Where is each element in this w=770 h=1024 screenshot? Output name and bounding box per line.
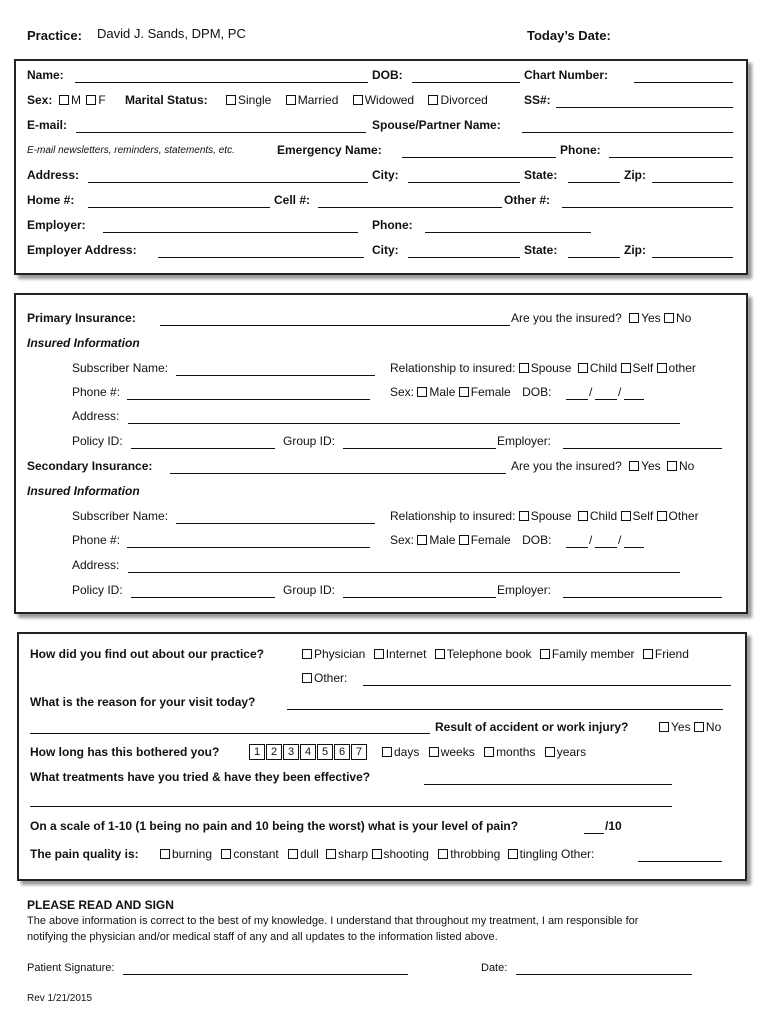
other-phone-label: Other #:	[504, 193, 551, 207]
practice-value: David J. Sands, DPM, PC	[97, 26, 246, 41]
primary-employer-field[interactable]	[563, 448, 722, 449]
primary-dob-year-field[interactable]	[624, 399, 644, 400]
secondary-rel-spouse-label: Spouse	[530, 509, 572, 523]
secondary-rel-other-label: Other	[668, 509, 699, 523]
primary-insured-no-label: No	[676, 311, 692, 325]
statement-line-2: notifying the physician and/or medical staff of any and all updates to the information listed above.	[27, 931, 498, 943]
find-telephone-book-label: Telephone book	[446, 647, 532, 661]
quality-constant-label: constant	[233, 847, 279, 861]
dob-label: DOB:	[372, 68, 403, 82]
find-other-checkbox[interactable]	[302, 673, 312, 683]
primary-dob-separator-1: /	[589, 385, 593, 399]
primary-subscriber-field[interactable]	[176, 375, 375, 376]
secondary-insured-no-checkbox[interactable]	[667, 461, 677, 471]
employer-label: Employer:	[27, 218, 86, 232]
find-internet-label: Internet	[385, 647, 427, 661]
quality-throbbing-checkbox[interactable]	[438, 849, 448, 859]
secondary-phone-field[interactable]	[127, 547, 370, 548]
marital-married-checkbox[interactable]	[286, 95, 296, 105]
employer-phone-field[interactable]	[425, 232, 591, 233]
dob-field[interactable]	[412, 82, 520, 83]
duration-months-label: months	[496, 745, 536, 759]
duration-years-checkbox[interactable]	[545, 747, 555, 757]
primary-sex-dob	[390, 385, 551, 399]
accident-no-checkbox[interactable]	[694, 722, 704, 732]
find-family-member-checkbox[interactable]	[540, 649, 550, 659]
signature-date-label: Date:	[481, 962, 508, 974]
marital-single-label: Single	[238, 93, 272, 107]
quality-throbbing-label: throbbing	[450, 847, 501, 861]
city-label: City:	[372, 168, 399, 182]
find-friend-label: Friend	[654, 647, 689, 661]
email-label: E-mail:	[27, 118, 68, 132]
sex-label: Sex:	[27, 93, 53, 107]
primary-dob-separator-2: /	[618, 385, 622, 399]
treatments-field[interactable]	[424, 784, 672, 785]
secondary-insurance-label: Secondary Insurance:	[27, 459, 153, 473]
secondary-sex-male-checkbox[interactable]	[417, 535, 427, 545]
quality-burning-label: burning	[172, 847, 213, 861]
treatments-field-line-2[interactable]	[30, 806, 672, 807]
sex-f-label: F	[98, 93, 106, 107]
secondary-insurance-field[interactable]	[170, 473, 506, 474]
secondary-dob-month-field[interactable]	[566, 547, 588, 548]
signature-date-field[interactable]	[516, 974, 692, 975]
secondary-rel-other-checkbox[interactable]	[657, 511, 667, 521]
find-telephone-book-checkbox[interactable]	[435, 649, 445, 659]
primary-policy-label: Policy ID:	[72, 434, 123, 448]
primary-group-label: Group ID:	[283, 434, 336, 448]
reason-label: What is the reason for your visit today?	[30, 695, 256, 709]
emergency-phone-label: Phone:	[560, 143, 601, 157]
secondary-rel-child-checkbox[interactable]	[578, 511, 588, 521]
primary-insured-info-heading: Insured Information	[27, 336, 140, 350]
secondary-insured-info-heading: Insured Information	[27, 484, 140, 498]
chart-number-label: Chart Number:	[524, 68, 609, 82]
find-physician-label: Physician	[314, 647, 366, 661]
quality-other-field[interactable]	[638, 861, 722, 862]
primary-phone-label: Phone #:	[72, 385, 121, 399]
email-note: E-mail newsletters, reminders, statements, etc.	[27, 145, 235, 156]
accident-label: Result of accident or work injury?	[435, 720, 629, 734]
sex-f-checkbox[interactable]	[86, 95, 96, 105]
find-practice-label: How did you find out about our practice?	[30, 647, 264, 661]
primary-phone-field[interactable]	[127, 399, 370, 400]
primary-subscriber-label: Subscriber Name:	[72, 361, 169, 375]
quality-tingling-label: tingling	[519, 847, 558, 861]
primary-policy-field[interactable]	[131, 448, 275, 449]
practice-label: Practice:	[27, 28, 82, 43]
secondary-insured-yes-checkbox[interactable]	[629, 461, 639, 471]
secondary-rel-self-label: Self	[632, 509, 654, 523]
primary-dob-day-field[interactable]	[595, 399, 617, 400]
cell-phone-field[interactable]	[318, 207, 502, 208]
accident-no-label: No	[705, 720, 722, 734]
secondary-sex-male-label: Male	[429, 533, 456, 547]
secondary-policy-label: Policy ID:	[72, 583, 123, 597]
sex-m-label: M	[71, 93, 81, 107]
primary-employer-label: Employer:	[497, 434, 552, 448]
primary-group-field[interactable]	[343, 448, 496, 449]
secondary-dob-separator-1: /	[589, 533, 593, 547]
address-field[interactable]	[88, 182, 368, 183]
secondary-employer-field[interactable]	[563, 597, 722, 598]
find-other-field[interactable]	[363, 685, 731, 686]
marital-divorced-label: Divorced	[440, 93, 488, 107]
how-long-6[interactable]: 6	[334, 744, 350, 760]
find-practice-options	[302, 647, 689, 661]
primary-sex-female-label: Female	[470, 385, 511, 399]
employer-address-label: Employer Address:	[27, 243, 137, 257]
employer-phone-label: Phone:	[372, 218, 413, 232]
emergency-phone-field[interactable]	[609, 157, 733, 158]
secondary-sex-female-checkbox[interactable]	[459, 535, 469, 545]
primary-dob-label: DOB:	[522, 385, 552, 399]
how-long-3[interactable]: 3	[283, 744, 299, 760]
marital-divorced-checkbox[interactable]	[428, 95, 438, 105]
other-phone-field[interactable]	[562, 207, 733, 208]
primary-rel-self-label: Self	[632, 361, 654, 375]
primary-rel-other-checkbox[interactable]	[657, 363, 667, 373]
primary-rel-spouse-label: Spouse	[530, 361, 572, 375]
employer-city-label: City:	[372, 243, 399, 257]
pain-scale-field[interactable]	[584, 833, 604, 834]
marital-status-label: Marital Status:	[125, 93, 208, 107]
primary-rel-child-checkbox[interactable]	[578, 363, 588, 373]
secondary-rel-child-label: Child	[589, 509, 618, 523]
secondary-subscriber-label: Subscriber Name:	[72, 509, 169, 523]
secondary-phone-label: Phone #:	[72, 533, 121, 547]
zip-field[interactable]	[652, 182, 733, 183]
reason-field-line-2[interactable]	[30, 733, 430, 734]
quality-dull-checkbox[interactable]	[288, 849, 298, 859]
how-long-2[interactable]: 2	[266, 744, 282, 760]
marital-widowed-label: Widowed	[364, 93, 415, 107]
employer-state-label: State:	[524, 243, 558, 257]
primary-sex-male-label: Male	[429, 385, 456, 399]
secondary-employer-label: Employer:	[497, 583, 552, 597]
find-physician-checkbox[interactable]	[302, 649, 312, 659]
spouse-label: Spouse/Partner Name:	[372, 118, 501, 132]
secondary-relationship	[390, 509, 699, 523]
secondary-address-label: Address:	[72, 558, 120, 572]
how-long-label: How long has this bothered you?	[30, 745, 220, 759]
employer-zip-field[interactable]	[652, 257, 733, 258]
primary-sex-female-checkbox[interactable]	[459, 387, 469, 397]
find-internet-checkbox[interactable]	[374, 649, 384, 659]
revision-label: Rev 1/21/2015	[27, 993, 93, 1004]
secondary-relationship-label: Relationship to insured:	[390, 509, 516, 523]
find-other-option	[302, 671, 347, 685]
patient-signature-label: Patient Signature:	[27, 962, 115, 974]
sex-m-checkbox[interactable]	[59, 95, 69, 105]
patient-signature-field[interactable]	[123, 974, 408, 975]
primary-are-you-insured-label: Are you the insured?	[511, 311, 622, 325]
sex-options	[59, 93, 106, 107]
quality-shooting-label: shooting	[383, 847, 429, 861]
marital-options	[226, 93, 488, 107]
sign-heading: PLEASE READ AND SIGN	[27, 898, 174, 912]
how-long-5[interactable]: 5	[317, 744, 333, 760]
statement-line-1: The above information is correct to the best of my knowledge. I understand that throughout my treatment, I am responsible for	[27, 915, 639, 927]
quality-tingling-checkbox[interactable]	[508, 849, 518, 859]
secondary-address-field[interactable]	[128, 572, 680, 573]
duration-options	[382, 745, 586, 759]
employer-city-field[interactable]	[408, 257, 520, 258]
quality-sharp-label: sharp	[338, 847, 369, 861]
primary-address-label: Address:	[72, 409, 120, 423]
emergency-name-field[interactable]	[402, 157, 556, 158]
state-field[interactable]	[568, 182, 620, 183]
secondary-group-field[interactable]	[343, 597, 496, 598]
spouse-field[interactable]	[522, 132, 733, 133]
quality-dull-label: dull	[300, 847, 319, 861]
pain-quality-options	[160, 847, 594, 861]
pain-quality-label: The pain quality is:	[30, 847, 139, 861]
how-long-1[interactable]: 1	[249, 744, 265, 760]
primary-relationship-label: Relationship to insured:	[390, 361, 516, 375]
quality-sharp-checkbox[interactable]	[326, 849, 336, 859]
employer-field[interactable]	[103, 232, 358, 233]
duration-years-label: years	[556, 745, 587, 759]
email-field[interactable]	[76, 132, 366, 133]
pain-scale-label: On a scale of 1-10 (1 being no pain and 10 being the worst) what is your level of pain?	[30, 819, 519, 833]
secondary-dob-label: DOB:	[522, 533, 552, 547]
ss-label: SS#:	[524, 93, 551, 107]
primary-insured-yes-checkbox[interactable]	[629, 313, 639, 323]
address-label: Address:	[27, 168, 80, 182]
home-phone-field[interactable]	[88, 207, 270, 208]
secondary-insured-yes-label: Yes	[641, 459, 661, 473]
find-other-label: Other:	[314, 671, 348, 685]
name-label: Name:	[27, 68, 64, 82]
secondary-sex-dob	[390, 533, 551, 547]
primary-rel-other-label: other	[668, 361, 696, 375]
quality-burning-checkbox[interactable]	[160, 849, 170, 859]
employer-zip-label: Zip:	[624, 243, 646, 257]
secondary-dob-day-field[interactable]	[595, 547, 617, 548]
duration-weeks-label: weeks	[440, 745, 475, 759]
primary-address-field[interactable]	[128, 423, 680, 424]
secondary-insured-no-label: No	[679, 459, 695, 473]
primary-insured-yes-label: Yes	[641, 311, 661, 325]
how-long-number-boxes	[249, 743, 368, 761]
primary-rel-child-label: Child	[589, 361, 618, 375]
treatments-label: What treatments have you tried & have they been effective?	[30, 770, 371, 784]
find-friend-checkbox[interactable]	[643, 649, 653, 659]
primary-insured-no-checkbox[interactable]	[664, 313, 674, 323]
marital-single-checkbox[interactable]	[226, 95, 236, 105]
employer-state-field[interactable]	[568, 257, 620, 258]
quality-other-label: Other:	[560, 847, 595, 861]
duration-days-label: days	[394, 745, 420, 759]
accident-yes-checkbox[interactable]	[659, 722, 669, 732]
name-field[interactable]	[75, 82, 368, 83]
ss-field[interactable]	[556, 107, 733, 108]
employer-address-field[interactable]	[158, 257, 364, 258]
secondary-are-you-insured-label: Are you the insured?	[511, 459, 622, 473]
primary-rel-self-checkbox[interactable]	[621, 363, 631, 373]
secondary-subscriber-field[interactable]	[176, 523, 375, 524]
marital-married-label: Married	[297, 93, 339, 107]
primary-insurance-label: Primary Insurance:	[27, 311, 136, 325]
cell-phone-label: Cell #:	[274, 193, 311, 207]
secondary-group-label: Group ID:	[283, 583, 336, 597]
primary-are-you-insured	[511, 311, 691, 325]
state-label: State:	[524, 168, 558, 182]
city-field[interactable]	[408, 182, 520, 183]
emergency-name-label: Emergency Name:	[277, 143, 382, 157]
primary-sex-male-checkbox[interactable]	[417, 387, 427, 397]
secondary-rel-spouse-checkbox[interactable]	[519, 511, 529, 521]
quality-constant-checkbox[interactable]	[221, 849, 231, 859]
primary-relationship	[390, 361, 696, 375]
how-long-4[interactable]: 4	[300, 744, 316, 760]
todays-date-label: Today’s Date:	[527, 28, 611, 43]
marital-widowed-checkbox[interactable]	[353, 95, 363, 105]
secondary-sex-female-label: Female	[470, 533, 511, 547]
home-phone-label: Home #:	[27, 193, 75, 207]
pain-scale-suffix: /10	[605, 819, 622, 833]
primary-insurance-field[interactable]	[160, 325, 510, 326]
secondary-dob-year-field[interactable]	[624, 547, 644, 548]
how-long-7[interactable]: 7	[351, 744, 367, 760]
duration-months-checkbox[interactable]	[484, 747, 494, 757]
quality-shooting-checkbox[interactable]	[372, 849, 382, 859]
primary-dob-month-field[interactable]	[566, 399, 588, 400]
secondary-sex-label: Sex:	[390, 533, 415, 547]
secondary-policy-field[interactable]	[131, 597, 275, 598]
zip-label: Zip:	[624, 168, 646, 182]
secondary-rel-self-checkbox[interactable]	[621, 511, 631, 521]
secondary-dob-separator-2: /	[618, 533, 622, 547]
duration-days-checkbox[interactable]	[382, 747, 392, 757]
primary-sex-label: Sex:	[390, 385, 415, 399]
reason-field[interactable]	[287, 709, 723, 710]
find-family-member-label: Family member	[551, 647, 635, 661]
accident-options	[659, 720, 721, 734]
chart-number-field[interactable]	[634, 82, 733, 83]
primary-rel-spouse-checkbox[interactable]	[519, 363, 529, 373]
secondary-are-you-insured	[511, 459, 694, 473]
duration-weeks-checkbox[interactable]	[429, 747, 439, 757]
accident-yes-label: Yes	[671, 720, 691, 734]
